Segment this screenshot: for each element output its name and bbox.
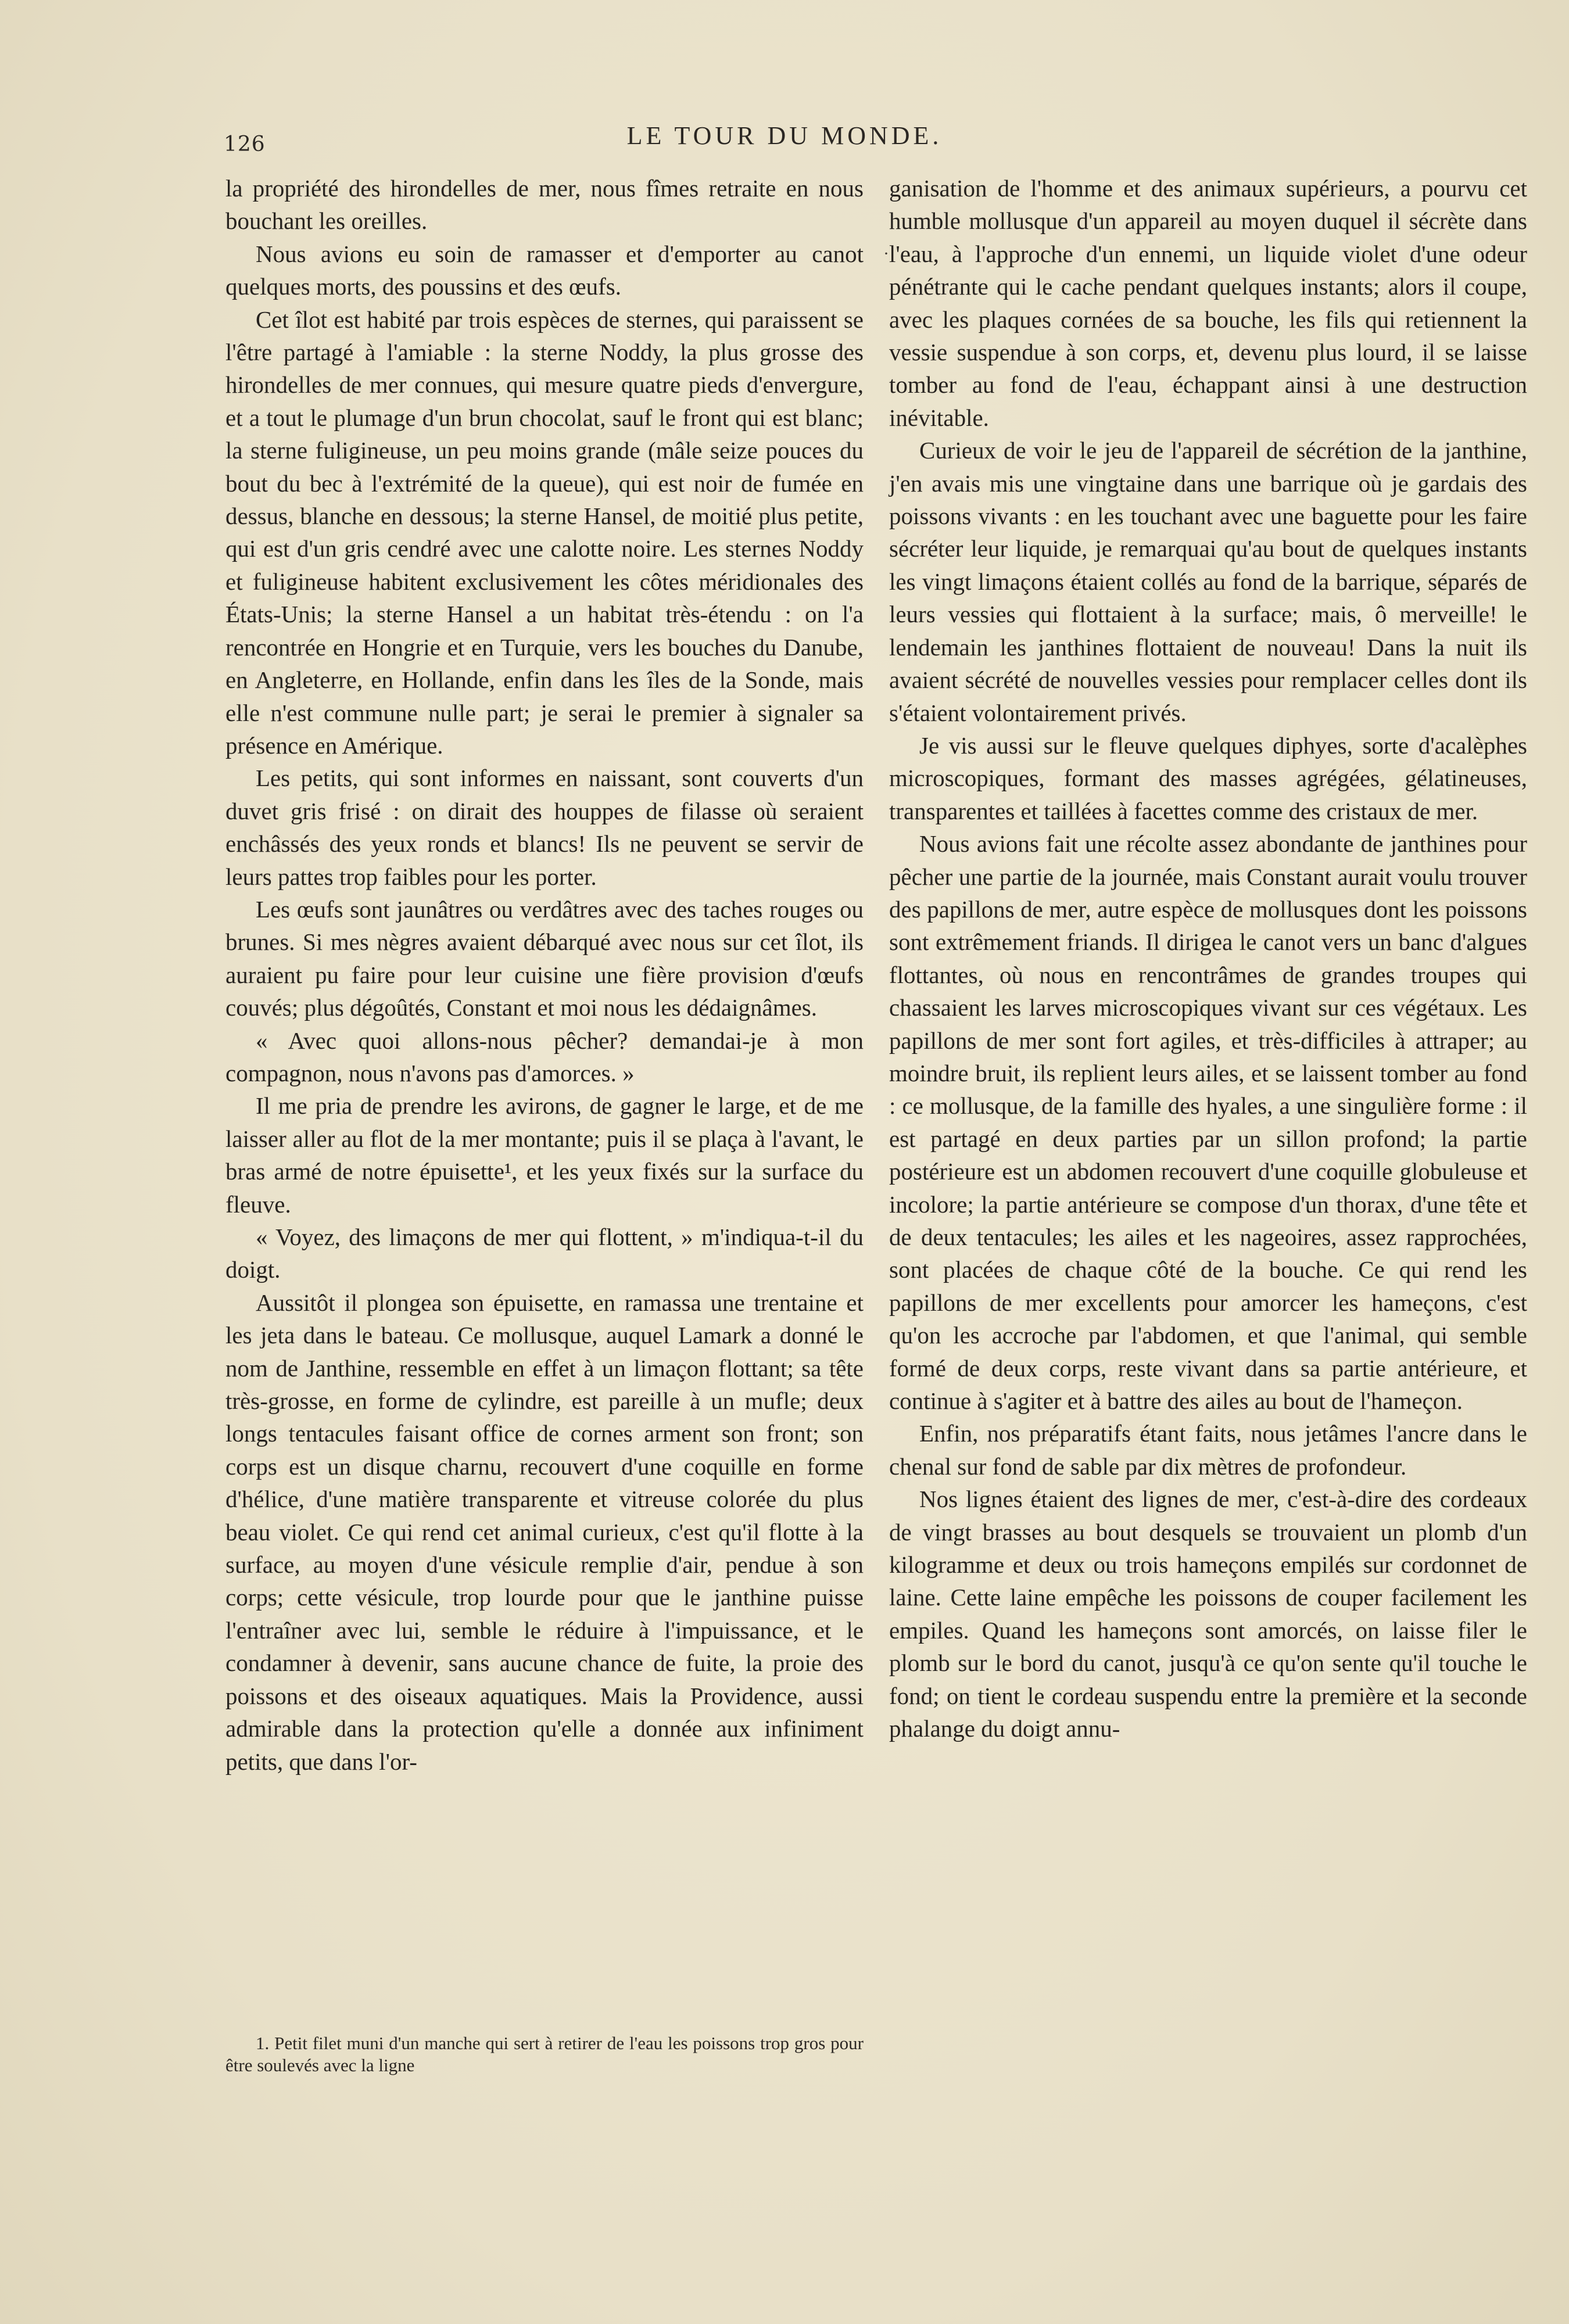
right-column — [889, 172, 1527, 1745]
left-paragraph-4: Les petits, qui sont informes en naissant, sont couverts d'un duvet gris frisé : on dirait des houppes de filasse où seraient enchâssés des yeux ronds et blancs! Ils ne peuvent se servir de leurs pattes trop faibles pour les porter. — [225, 765, 864, 890]
right-paragraph-4: Nous avions fait une récolte assez abondante de janthines pour pêcher une partie de la journée, mais Constant aurait voulu trouver des papillons de mer, autre espèce de mollusques dont les poissons sont extrêmement friands. Il dirigea le canot vers un banc d'algues flottantes, où nous en rencontrâmes de grandes troupes qui chassaient les larves microscopiques vivant sur ces végétaux. Les papillons de mer sont fort agiles, et très-difficiles à attraper; au moindre bruit, ils replient leurs ailes, et se laissent tomber au fond : ce mollusque, de la famille des hyales, a une singulière forme : il est partagé en deux parties par un sillon profond; la partie postérieure est un abdomen recouvert d'une coquille globuleuse et incolore; la partie antérieure se compose d'un thorax, d'une tête et de deux tentacules; les ailes et les nageoires, assez rapprochées, sont placées de chaque côté de la bouche. Ce qui rend les papillons de mer excellents pour amorcer les hameçons, c'est qu'on les accroche par l'abdomen, et que l'animal, qui semble formé de deux corps, reste vivant dans sa partie antérieure, et continue à s'agiter et à battre des ailes au bout de l'hameçon. — [889, 830, 1527, 1415]
right-paragraph-6: Nos lignes étaient des lignes de mer, c'est-à-dire des cordeaux de vingt brasses au bout desquels se trouvaient un plomb d'un kilogramme et deux ou trois hameçons empilés sur cordonnet de laine. Cette laine empêche les poissons de couper facilement les empiles. Quand les hameçons sont amorcés, on laisse filer le plomb sur le bord du canot, jusqu'à ce qu'on sente qu'il touche le fond; on tient le cordeau suspendu entre la première et la seconde phalange du doigt annu- — [889, 1486, 1527, 1742]
left-paragraph-6: « Avec quoi allons-nous pêcher? demandai-je à mon compagnon, nous n'avons pas d'amorces. » — [225, 1027, 864, 1086]
left-column — [225, 172, 864, 1778]
right-paragraph-3: Je vis aussi sur le fleuve quelques diphyes, sorte d'acalèphes microscopiques, formant des masses agrégées, gélatineuses, transparentes et taillées à facettes comme des cristaux de mer. — [889, 731, 1527, 824]
left-paragraph-2: Nous avions eu soin de ramasser et d'emporter au canot quelques morts, des poussins et des œufs. — [225, 240, 864, 300]
footnote — [225, 2032, 864, 2076]
left-paragraph-1: la propriété des hirondelles de mer, nous fîmes retraite en nous bouchant les oreilles. — [225, 175, 864, 235]
page-number: 126 — [224, 132, 266, 156]
footnote-text: 1. Petit filet muni d'un manche qui sert à retirer de l'eau les poissons trop gros pour être soulevés avec la ligne — [225, 2033, 864, 2075]
running-title: LE TOUR DU MONDE. — [626, 121, 943, 150]
left-paragraph-5: Les œufs sont jaunâtres ou verdâtres avec des taches rouges ou brunes. Si mes nègres avaient débarqué avec nous sur cet îlot, ils auraient pu faire pour leur cuisine une fière provision d'œufs couvés; plus dégoûtés, Constant et moi nous les dédaignâmes. — [225, 895, 864, 1021]
right-paragraph-1: ganisation de l'homme et des animaux supérieurs, a pourvu cet humble mollusque d'un appareil au moyen duquel il sécrète dans l'eau, à l'approche d'un ennemi, un liquide violet d'une odeur pénétrante qui le cache pendant quelques instants; alors il coupe, avec les plaques cornées de sa bouche, les fils qui retiennent la vessie suspendue à son corps, et, devenu plus lourd, il se laisse tomber au fond de l'eau, échappant ainsi à une destruction inévitable. — [889, 175, 1527, 431]
stray-mark: · — [883, 244, 889, 263]
right-paragraph-5: Enfin, nos préparatifs étant faits, nous jetâmes l'ancre dans le chenal sur fond de sable par dix mètres de profondeur. — [889, 1420, 1527, 1480]
left-paragraph-7: Il me pria de prendre les avirons, de gagner le large, et de me laisser aller au flot de la mer montante; puis il se plaça à l'avant, le bras armé de notre épuisette¹, et les yeux fixés sur la surface du fleuve. — [225, 1092, 864, 1218]
left-paragraph-8: « Voyez, des limaçons de mer qui flottent, » m'indiqua-t-il du doigt. — [225, 1224, 864, 1283]
right-paragraph-2: Curieux de voir le jeu de l'appareil de sécrétion de la janthine, j'en avais mis une vingtaine dans une barrique où je gardais des poissons vivants : en les touchant avec une baguette pour les faire sécréter leur liquide, je remarquai qu'au bout de quelques instants les vingt limaçons étaient collés au fond de la barrique, séparés de leurs vessies qui flottaient à la surface; mais, ô merveille! le lendemain les janthines flottaient de nouveau! Dans la nuit ils avaient sécrété de nouvelles vessies pour remplacer celles dont ils s'étaient volontairement privés. — [889, 437, 1527, 726]
left-paragraph-3: Cet îlot est habité par trois espèces de sternes, qui paraissent se l'être partagé à l'amiable : la sterne Noddy, la plus grosse des hirondelles de mer connues, qui mesure quatre pieds d'envergure, et a tout le plumage d'un brun chocolat, sauf le front qui est blanc; la sterne fuligineuse, un peu moins grande (mâle seize pouces du bout du bec à l'extrémité de la queue), qui est noir de fumée en dessus, blanche en dessous; la sterne Hansel, de moitié plus petite, qui est d'un gris cendré avec une calotte noire. Les sternes Noddy et fuligineuse habitent exclusivement les côtes méridionales des États-Unis; la sterne Hansel a un habitat très-étendu : on l'a rencontrée en Hongrie et en Turquie, vers les bouches du Danube, en Angleterre, en Hollande, enfin dans les îles de la Sonde, mais elle n'est commune nulle part; je serai le premier à signaler sa présence en Amérique. — [225, 306, 864, 759]
left-paragraph-9: Aussitôt il plongea son épuisette, en ramassa une trentaine et les jeta dans le bateau. Ce mollusque, auquel Lamark a donné le nom de Janthine, ressemble en effet à un limaçon flottant; sa tête très-grosse, en forme de cylindre, est pareille à un mufle; deux longs tentacules faisant office de cornes arment son front; son corps est un disque charnu, recouvert d'une coquille en forme d'hélice, d'une matière transparente et vitreuse colorée du plus beau violet. Ce qui rend cet animal curieux, c'est qu'il flotte à la surface, au moyen d'une vésicule remplie d'air, pendue à son corps; cette vésicule, trop lourde pour que le janthine puisse l'entraîner avec lui, semble le réduire à l'impuissance, et le condamner à devenir, sans aucune chance de fuite, la proie des poissons et des oiseaux aquatiques. Mais la Providence, aussi admirable dans la protection qu'elle a donnée aux infiniment petits, que dans l'or- — [225, 1289, 864, 1775]
